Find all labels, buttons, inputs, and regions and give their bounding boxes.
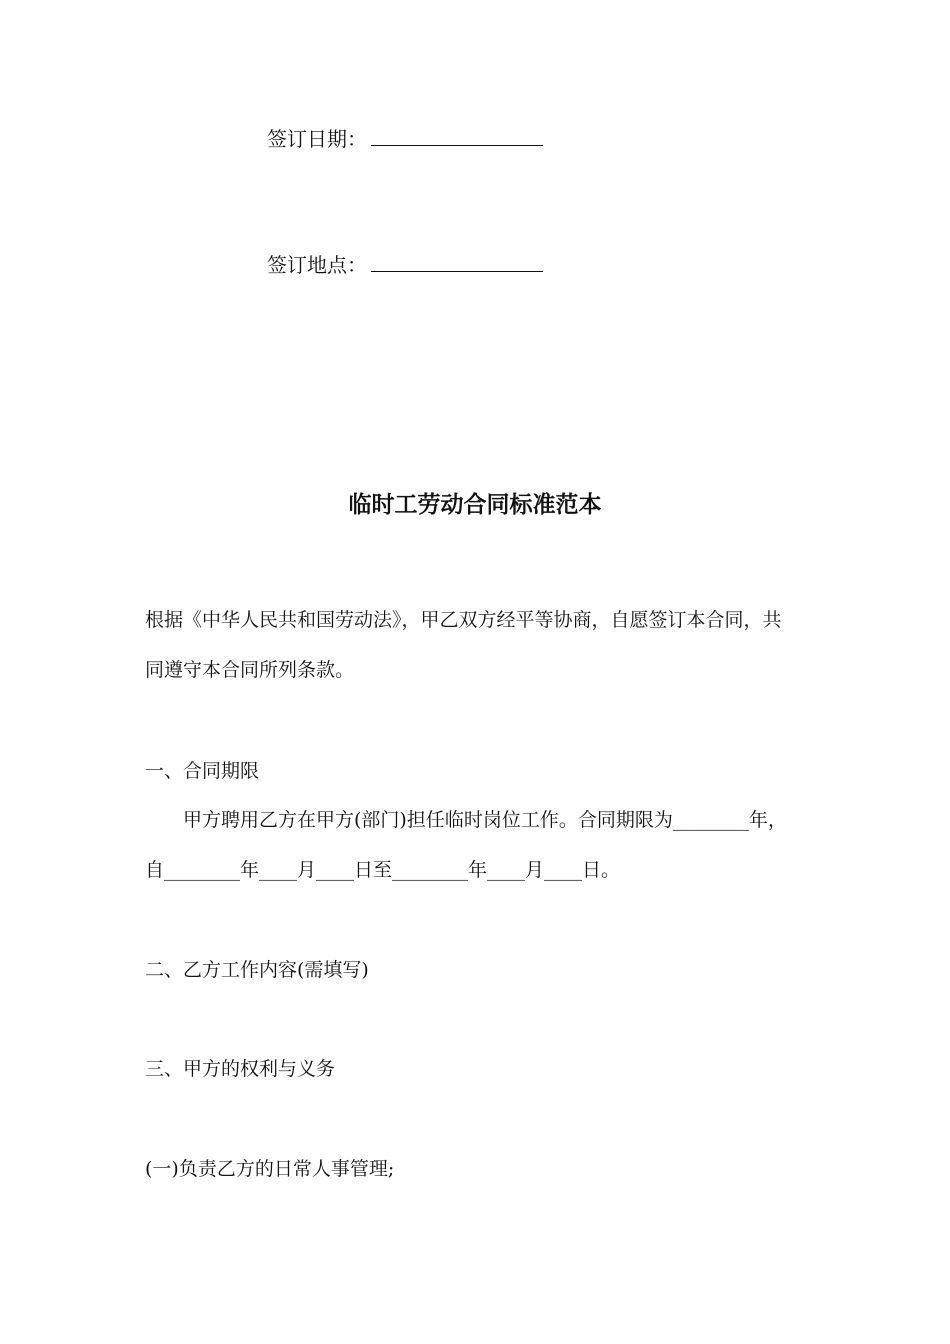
section-1-line-2: 自________年____月____日至________年____月____日。 — [145, 859, 621, 881]
signing-date-blank — [371, 127, 543, 146]
signing-date-label: 签订日期： — [267, 127, 367, 151]
section-3-heading: 三、甲方的权利与义务 — [145, 1058, 336, 1080]
section-2-heading: 二、乙方工作内容(需填写) — [145, 959, 369, 981]
section-1-heading: 一、合同期限 — [145, 760, 260, 782]
signing-place-blank — [371, 253, 543, 272]
section-1-line-1: 甲方聘用乙方在甲方(部门)担任临时岗位工作。合同期限为________年， — [183, 809, 787, 831]
intro-line-2: 同遵守本合同所列条款。 — [145, 659, 355, 681]
signing-place-field — [267, 252, 543, 278]
section-3-item-1: (一)负责乙方的日常人事管理; — [145, 1158, 395, 1180]
document-title: 临时工劳动合同标准范本 — [348, 492, 602, 518]
intro-line-1: 根据《中华人民共和国劳动法》，甲乙双方经平等协商，自愿签订本合同，共 — [145, 609, 782, 631]
signing-date-field — [267, 126, 543, 152]
signing-place-label: 签订地点： — [267, 253, 367, 277]
